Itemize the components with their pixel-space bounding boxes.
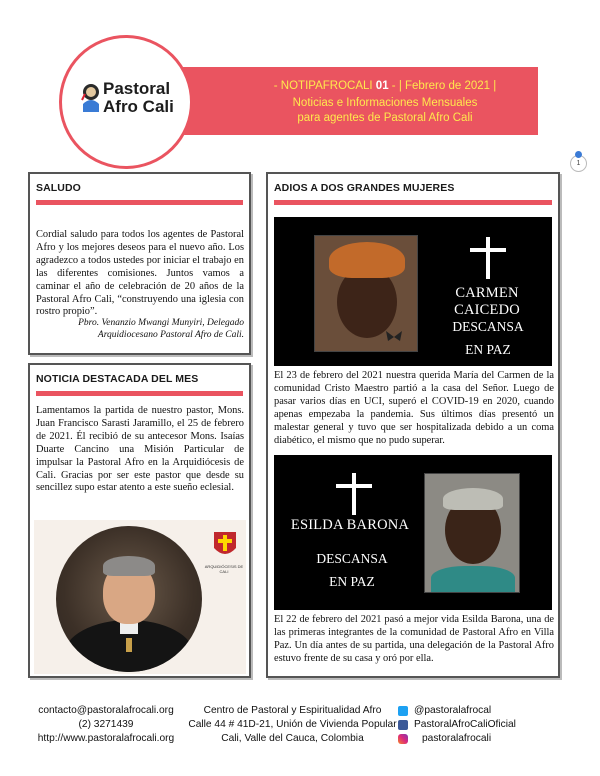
facebook-handle[interactable]: PastoralAfroCaliOficial xyxy=(414,719,516,730)
carmen-rip-line-2: EN PAZ xyxy=(465,342,511,357)
signature-line-1: Pbro. Venanzio Mwangi Munyiri, Delegado xyxy=(78,318,244,328)
saludo-section xyxy=(28,172,251,355)
esilda-photo xyxy=(424,473,520,593)
subtitle-line-2: para agentes de Pastoral Afro Cali xyxy=(297,112,473,124)
issue-date: - | Febrero de 2021 | xyxy=(391,80,497,92)
instagram-handle[interactable]: pastoralafrocali xyxy=(422,733,492,744)
bishop-portrait xyxy=(56,526,202,672)
issue-number: 01 xyxy=(375,80,389,92)
carmen-rip xyxy=(424,315,552,361)
footer-center-name: Centro de Pastoral y Espiritualidad Afro xyxy=(203,705,382,716)
subtitle-line-1: Noticias e Informaciones Mensuales xyxy=(292,97,478,109)
noticia-body: Lamentamos la partida de nuestro pastor, Mons. Juan Francisco Sarasti Jaramillo, el 25 de febrero de 2021. Él recibió de su antecesor Mons. Isaías Duarte Cancino una Misión Particular de impulsar la Pastoral Afro en la Arquidiócesis de Cali. Gracias por ser este pastor que desde su sencillez supo estar atento a este sueño eclesial. xyxy=(36,405,244,494)
esilda-name: ESILDA BARONA xyxy=(290,517,410,533)
instagram-row[interactable] xyxy=(398,732,573,746)
noticia-heading: NOTICIA DESTACADA DEL MES xyxy=(36,373,199,385)
footer-email[interactable]: contacto@pastoralafrocali.org xyxy=(38,705,174,716)
archdiocese-label: ARQUIDIÓCESIS DE CALI xyxy=(204,564,244,574)
footer-contact xyxy=(36,704,176,746)
pastoral-afro-logo-icon xyxy=(80,82,102,112)
memorial-carmen xyxy=(274,217,552,366)
noticia-section xyxy=(28,363,251,678)
logo-line-2: Afro Cali xyxy=(103,97,174,116)
carmen-text: El 23 de febrero del 2021 nuestra querida María del Carmen de la comunidad Cristo Maestro partió a la casa del Señor. Luego de pasar varios días en UCI, superó el COVID-19 en 2020, cuando apenas empezaba la pandemia. Sus últimos días presentó un malestar general y tuvo que ser hospitalizada debido a un coma diabético, el mismo que no pudo superar. xyxy=(274,370,554,446)
esilda-rip-line-1: DESCANSA xyxy=(316,551,388,566)
bishop-photo xyxy=(34,520,246,674)
instagram-icon xyxy=(398,734,408,744)
signature-line-2: Arquidiocesano Pastoral Afro de Cali. xyxy=(97,330,244,340)
facebook-icon xyxy=(398,720,408,730)
adios-section xyxy=(266,172,560,678)
archdiocese-shield-icon xyxy=(212,530,238,560)
adios-heading: ADIOS A DOS GRANDES MUJERES xyxy=(274,182,455,194)
twitter-icon xyxy=(398,706,408,716)
esilda-text: El 22 de febrero del 2021 pasó a mejor vida Esilda Barona, una de las primeras integrantes de la comunidad de Pastoral Afro en Villa Paz. Un día antes de su partida, una delegación de la Pastoral Afro estuvo frente de su casa y oró por ella. xyxy=(274,614,554,664)
memorial-esilda xyxy=(274,455,552,610)
noticia-rule xyxy=(36,391,243,396)
saludo-rule xyxy=(36,200,243,205)
twitter-row[interactable] xyxy=(398,704,573,718)
butterfly-icon xyxy=(384,329,404,345)
logo-title xyxy=(103,80,183,116)
issue-line xyxy=(240,79,530,94)
saludo-heading: SALUDO xyxy=(36,182,81,194)
esilda-hair xyxy=(443,488,503,510)
footer-city: Cali, Valle del Cauca, Colombia xyxy=(221,733,364,744)
footer-phone: (2) 3271439 xyxy=(78,719,134,730)
page-number-badge: 1 xyxy=(570,155,587,172)
footer-social xyxy=(398,704,573,746)
esilda-rip-line-2: EN PAZ xyxy=(329,574,375,589)
cross-icon xyxy=(336,473,372,515)
carmen-name: CARMEN CAICEDO xyxy=(454,285,520,318)
footer-website[interactable]: http://www.pastoralafrocali.org xyxy=(37,733,175,744)
issue-name: - NOTIPAFROCALI xyxy=(273,80,373,92)
twitter-handle[interactable]: @pastoralafrocal xyxy=(414,705,492,716)
pectoral-cross-icon xyxy=(126,638,132,652)
footer-street: Calle 44 # 41D-21, Unión de Vivienda Popular xyxy=(188,719,397,730)
esilda-rip xyxy=(288,547,416,593)
page-badge-dot xyxy=(575,151,582,158)
saludo-body: Cordial saludo para todos los agentes de Pastoral Afro y los mejores deseos para el nuevo año. Los agradezco a todos ustedes por iniciar el trabajo en las diferentes comisiones. Juntos vamos a caminar el año de celebración de 20 años de la Pastoral Afro Cali, “construyendo una iglesia con rostro propio”. xyxy=(36,229,244,318)
portrait-hair xyxy=(103,556,155,576)
adios-rule xyxy=(274,200,552,205)
carmen-rip-line-1: DESCANSA xyxy=(452,319,524,334)
saludo-signature xyxy=(36,317,244,341)
footer-address xyxy=(185,704,400,746)
esilda-shirt xyxy=(431,566,515,593)
carmen-headwrap xyxy=(329,242,405,278)
logo-line-1: Pastoral xyxy=(103,79,171,98)
cross-icon xyxy=(470,237,506,279)
facebook-row[interactable] xyxy=(398,718,573,732)
